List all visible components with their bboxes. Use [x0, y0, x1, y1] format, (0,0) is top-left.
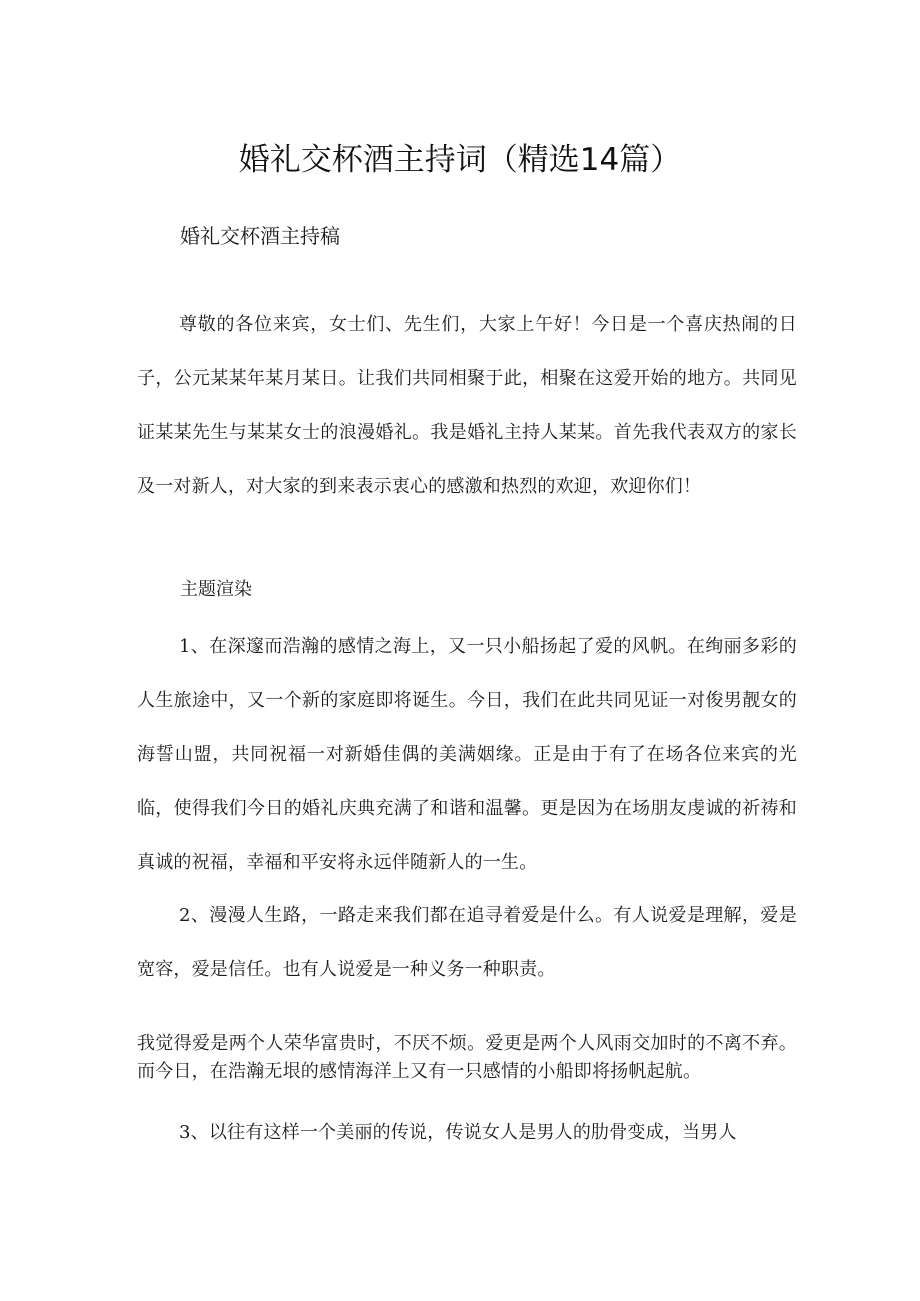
paragraph-item-1: 1、在深邃而浩瀚的感情之海上，又一只小船扬起了爱的风帆。在绚丽多彩的人生旅途中，又一个新的家庭即将诞生。今日，我们在此共同见证一对俊男靓女的海誓山盟，共同祝福一对新婚佳偶的美满姻缘。正是由于有了在场各位来宾的光临，使得我们今日的婚礼庆典充满了和谐和温馨。更是因为在场朋友虔诚的祈祷和真诚的祝福，幸福和平安将永远伴随新人的一生。: [137, 636, 797, 873]
opening-paragraph: 尊敬的各位来宾，女士们、先生们，大家上午好！今日是一个喜庆热闹的日子，公元某某年某月某日。让我们共同相聚于此，相聚在这爱开始的地方。共同见证某某先生与某某女士的浪漫婚礼。我是婚礼主持人某某。首先我代表双方的家长及一对新人，对大家的到来表示衷心的感激和热烈的欢迎，欢迎你们！: [137, 314, 797, 497]
paragraph-item-2-continued: 我觉得爱是两个人荣华富贵时，不厌不烦。爱更是两个人风雨交加时的不离不弃。而今日，在浩瀚无垠的感情海洋上又有一只感情的小船即将扬帆起航。: [137, 1033, 797, 1082]
paragraph-item-3: 3、以往有这样一个美丽的传说，传说女人是男人的肋骨变成，当男人: [179, 1122, 737, 1143]
document-subtitle: 婚礼交杯酒主持稿: [180, 224, 340, 248]
section-heading-theme: 主题渲染: [180, 579, 252, 600]
paragraph-item-2: 2、漫漫人生路，一路走来我们都在追寻着爱是什么。有人说爱是理解，爱是宽容，爱是信任。也有人说爱是一种义务一种职责。: [137, 905, 797, 980]
document-title: 婚礼交杯酒主持词（精选14篇）: [238, 142, 682, 178]
